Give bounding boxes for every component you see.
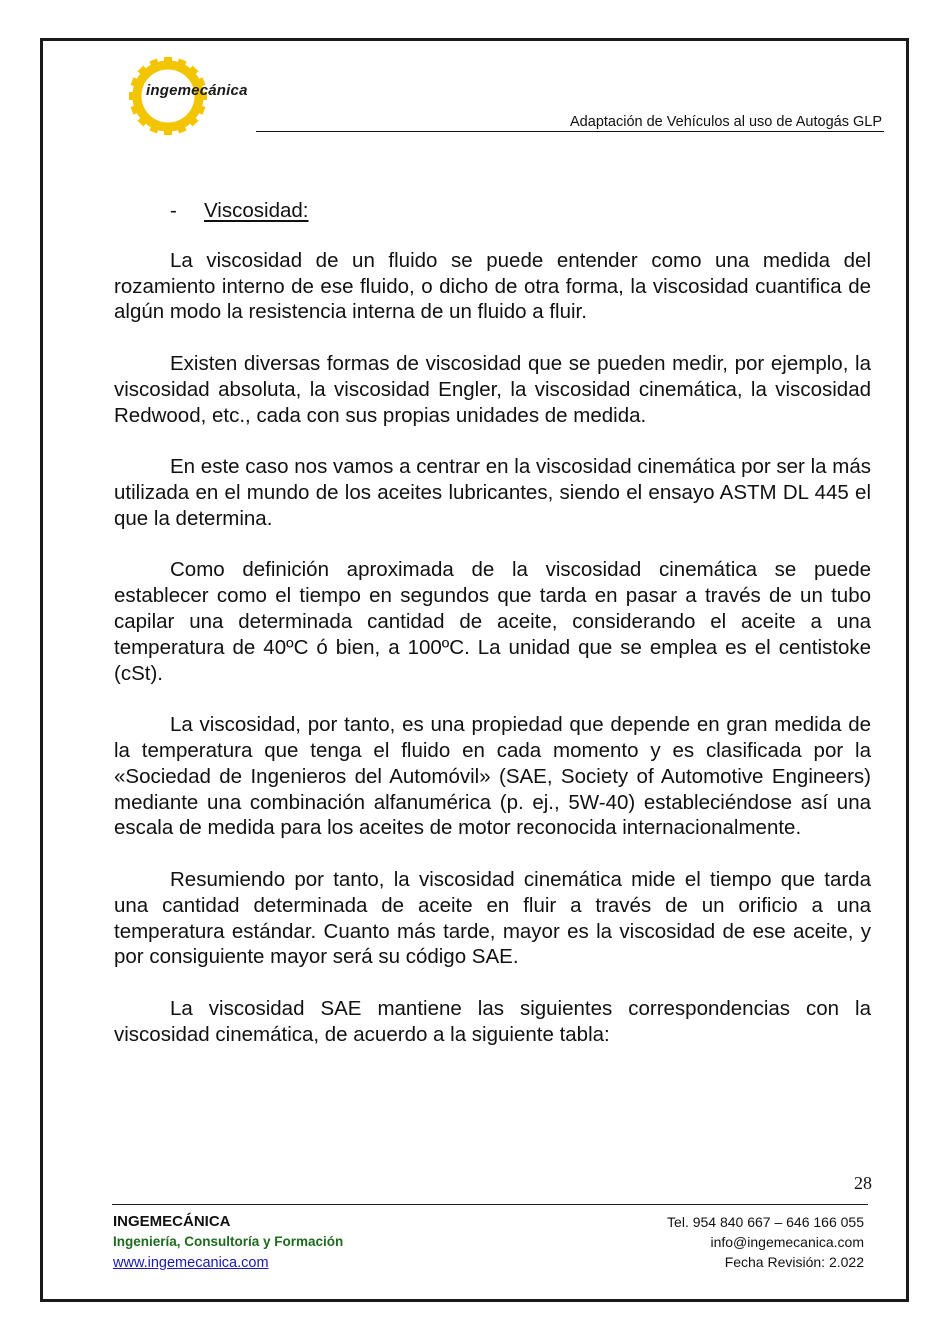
paragraph: La viscosidad de un fluido se puede entender como una medida del rozamiento interno de ese fluido, o dicho de otra forma, la viscosidad cuantifica de algún modo la resistencia interna de un fluido a fluir. [114, 248, 871, 324]
header-divider [256, 131, 884, 132]
document-title: Adaptación de Vehículos al uso de Autogás GLP [570, 114, 882, 130]
paragraph: En este caso nos vamos a centrar en la viscosidad cinemática por ser la más utilizada en el mundo de los aceites lubricantes, siendo el ensayo ASTM DL 445 el que la determina. [114, 455, 871, 530]
footer-company-block [113, 1212, 343, 1273]
paragraph: Resumiendo por tanto, la viscosidad cinemática mide el tiempo que tarda una cantidad determinada de aceite en fluir a través de un orificio a una temperatura estándar. Cuanto más tarde, mayor es la viscosidad de ese aceite, y por consiguiente mayor será su código SAE. [114, 867, 871, 969]
footer-contact-block [667, 1212, 864, 1272]
footer-website-link[interactable]: www.ingemecanica.com [113, 1255, 269, 1271]
heading-text: Viscosidad: [204, 199, 309, 222]
paragraph: La viscosidad SAE mantiene las siguientes correspondencias con la viscosidad cinemática, de acuerdo a la siguiente tabla: [114, 996, 871, 1046]
footer-email: info@ingemecanica.com [710, 1234, 864, 1250]
logo-text: ingemecánica [146, 82, 248, 99]
paragraph: Existen diversas formas de viscosidad que se pueden medir, por ejemplo, la viscosidad absoluta, la viscosidad Engler, la viscosidad cinemática, la viscosidad Redwood, etc., cada con sus propias unidades de medida. [114, 351, 871, 427]
footer-tagline: Ingeniería, Consultoría y Formación [113, 1234, 344, 1249]
section-heading [170, 198, 871, 224]
footer-phone: Tel. 954 840 667 – 646 166 055 [667, 1214, 864, 1230]
paragraph: La viscosidad, por tanto, es una propiedad que depende en gran medida de la temperatura que tenga el fluido en cada momento y es clasificada por la «Sociedad de Ingenieros del Automóvil» (SAE, Society of Automotive Engineers) mediante una combinación alfanumérica (p. ej., 5W-40) estableciéndose así una escala de medida para los aceites de motor reconocida internacionalmente. [114, 713, 871, 840]
footer-company-name: INGEMECÁNICA [113, 1213, 231, 1230]
paragraph: Como definición aproximada de la viscosidad cinemática se puede establecer como el tiempo en segundos que tarda en pasar a través de un tubo capilar una determinada cantidad de aceite, considerando el aceite a una temperatura de 40ºC ó bien, a 100ºC. La unidad que se emplea es el centistoke (cSt). [114, 558, 871, 685]
heading-bullet: - [170, 199, 177, 222]
footer-divider [112, 1204, 868, 1205]
main-content [114, 198, 871, 1073]
page-number: 28 [854, 1173, 872, 1193]
footer-revision: Fecha Revisión: 2.022 [724, 1254, 864, 1270]
